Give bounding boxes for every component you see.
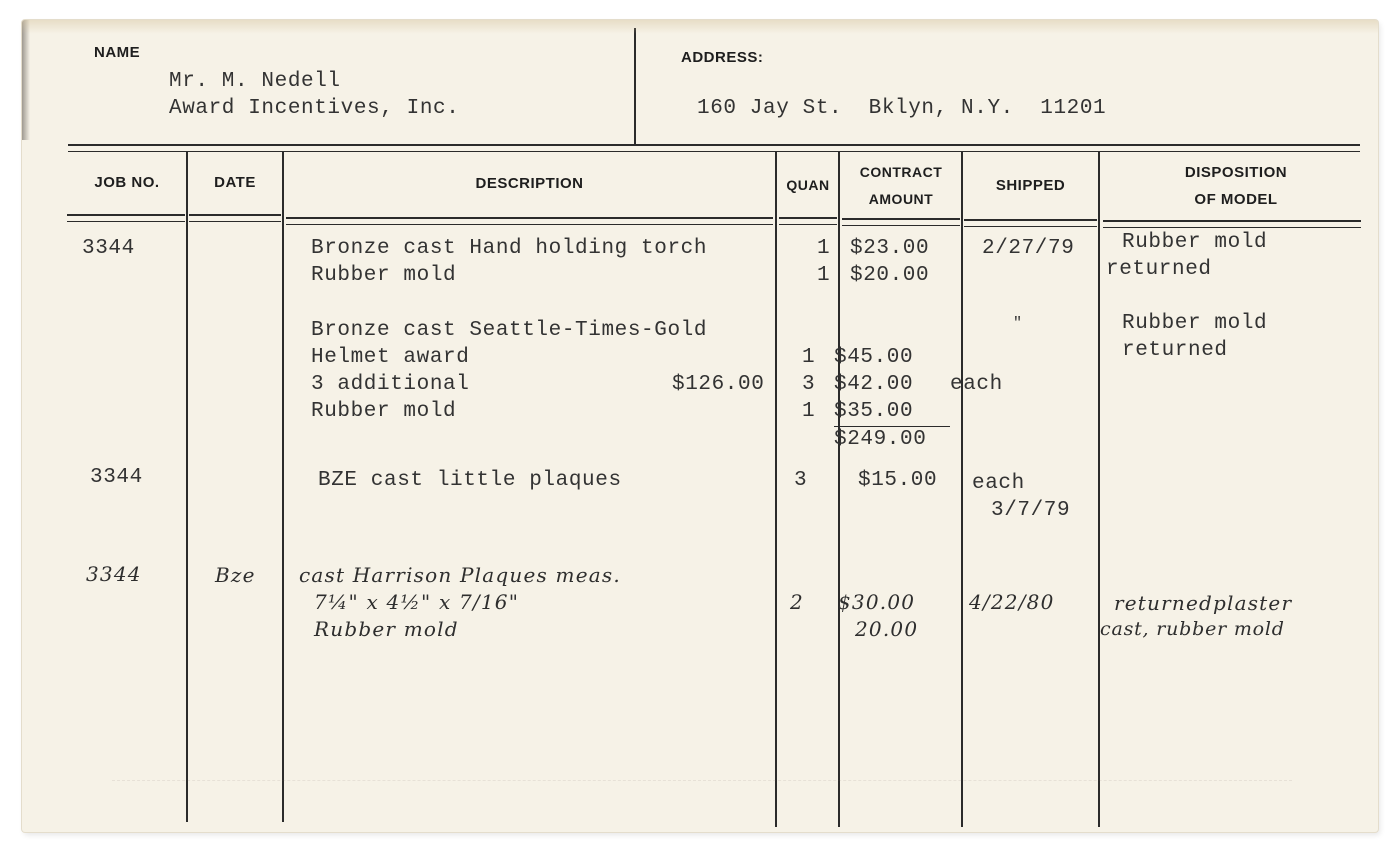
- contract-amount: $35.00: [834, 400, 914, 423]
- disposition-note: returned: [1122, 339, 1228, 362]
- contract-amount: $20.00: [850, 264, 930, 287]
- quantity: 1: [802, 400, 816, 423]
- column-header-shipped: SHIPPED: [995, 177, 1066, 194]
- column-header-amount: AMOUNT: [868, 191, 934, 207]
- job-date: Bze: [215, 563, 256, 587]
- column-header-of-model: OF MODEL: [1194, 191, 1278, 208]
- address-label: ADDRESS:: [681, 49, 764, 66]
- shipped-date: 4/22/80: [969, 590, 1055, 614]
- subtotal: $126.00: [672, 373, 765, 396]
- job-number: 3344: [90, 466, 143, 489]
- header-underline-job: [67, 214, 185, 222]
- contract-amount: $15.00: [858, 469, 938, 492]
- header-underline-date: [189, 214, 281, 222]
- quantity: 1: [802, 346, 816, 369]
- each-note: each: [950, 373, 1003, 396]
- description-line: BZE cast little plaques: [318, 469, 622, 492]
- description-line: cast Harrison Plaques meas.: [299, 563, 621, 587]
- column-divider-date: [282, 152, 284, 822]
- header-rule: [68, 144, 1360, 152]
- column-header-disposition: DISPOSITION: [1184, 164, 1288, 181]
- client-address: 160 Jay St. Bklyn, N.Y. 11201: [697, 97, 1107, 120]
- header-underline-description: [286, 217, 773, 225]
- column-divider-shipped: [1098, 152, 1100, 827]
- job-number: 3344: [82, 237, 135, 260]
- disposition-note: returnedplaster: [1114, 591, 1293, 615]
- disposition-note: returned: [1106, 258, 1212, 281]
- quantity: 2: [790, 590, 804, 614]
- quantity: 1: [817, 237, 831, 260]
- job-record-card: [22, 20, 1378, 832]
- contract-amount: $23.00: [850, 237, 930, 260]
- description-line: Bronze cast Hand holding torch: [311, 237, 708, 260]
- job-number: 3344: [86, 562, 142, 586]
- contract-amount: 20.00: [855, 617, 919, 641]
- column-header-job-no: JOB NO.: [94, 174, 160, 191]
- header-underline-shipped: [964, 219, 1097, 227]
- contract-amount: $45.00: [834, 346, 914, 369]
- ditto-mark: ": [1013, 315, 1023, 332]
- header-divider: [634, 28, 636, 146]
- header-underline-disposition: [1103, 220, 1361, 228]
- contract-amount: $30.00: [838, 590, 916, 614]
- description-line: Rubber mold: [314, 617, 459, 641]
- shipped-date: 3/7/79: [991, 499, 1071, 522]
- column-divider-description: [775, 152, 777, 827]
- client-company: Award Incentives, Inc.: [169, 97, 460, 120]
- column-header-description: DESCRIPTION: [475, 175, 584, 192]
- column-header-date: DATE: [214, 174, 256, 191]
- shipped-date: 2/27/79: [982, 237, 1075, 260]
- column-divider-amount: [961, 152, 963, 827]
- column-header-quan: QUAN: [786, 177, 830, 193]
- description-line: Rubber mold: [311, 400, 457, 423]
- quantity: 3: [802, 373, 816, 396]
- description-line: Bronze cast Seattle-Times-Gold: [311, 319, 708, 342]
- description-line: 7¼" x 4½" x 7/16": [314, 590, 520, 614]
- disposition-note: Rubber mold: [1122, 312, 1268, 335]
- header-underline-amount: [842, 218, 960, 226]
- each-note: each: [972, 472, 1025, 495]
- client-name: Mr. M. Nedell: [169, 70, 341, 93]
- bleed-through-texture: [112, 780, 1292, 821]
- description-line: Helmet award: [311, 346, 470, 369]
- disposition-note: Rubber mold: [1122, 231, 1268, 254]
- contract-amount: $42.00: [834, 373, 914, 396]
- quantity: 1: [817, 264, 831, 287]
- column-divider-job: [186, 152, 188, 822]
- column-divider-quan: [838, 152, 840, 827]
- header-underline-quan: [779, 217, 837, 225]
- description-line: 3 additional: [311, 373, 470, 396]
- description-line: Rubber mold: [311, 264, 457, 287]
- name-label: NAME: [94, 44, 141, 61]
- contract-total: $249.00: [834, 428, 927, 451]
- disposition-note: cast, rubber mold: [1100, 618, 1285, 640]
- quantity: 3: [794, 469, 808, 492]
- column-header-contract: CONTRACT: [859, 164, 943, 180]
